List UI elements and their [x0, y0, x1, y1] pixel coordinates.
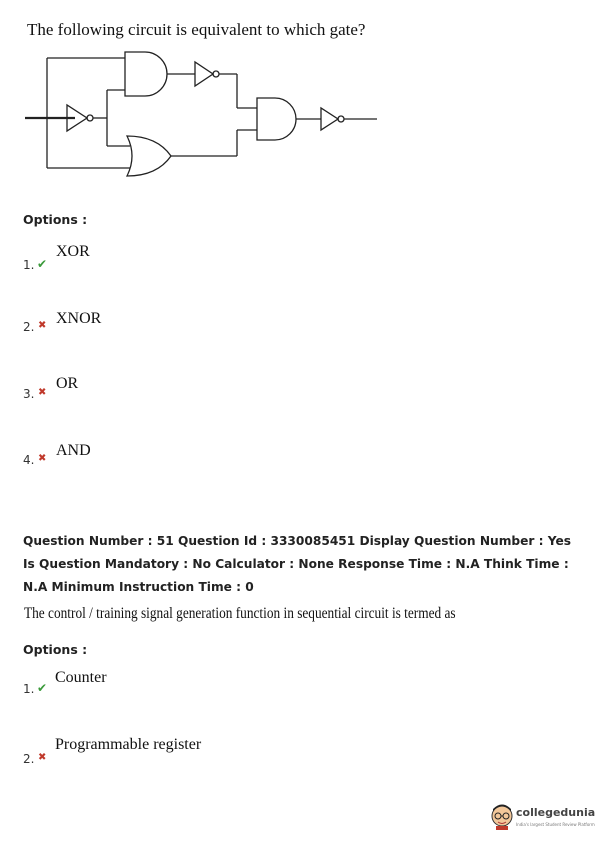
collegedunia-logo	[490, 800, 595, 834]
logo-name: collegedunia	[516, 806, 595, 819]
question-text: The control / training signal generation function in sequential circuit is termed as	[24, 605, 456, 622]
wrong-cross-icon: ✖	[38, 387, 47, 398]
options-label: Options :	[23, 642, 88, 657]
mascot-icon	[490, 802, 514, 830]
option-text[interactable]: XNOR	[56, 310, 102, 327]
option-number: 4.	[23, 453, 35, 467]
options-label: Options :	[23, 212, 88, 227]
wrong-cross-icon: ✖	[38, 752, 47, 763]
wrong-cross-icon: ✖	[38, 453, 47, 464]
option-number: 2.	[23, 320, 35, 334]
question-meta: Question Number : 51 Question Id : 3330085451 Display Question Number : Yes Is Question Mandatory : No Calculator : None Response Time : N.A Think Time : N.A Minimum Instruction Time : 0	[23, 534, 572, 594]
option-number: 1.	[23, 258, 35, 272]
option-number: 3.	[23, 387, 35, 401]
option-text[interactable]: AND	[56, 442, 91, 459]
option-number: 2.	[23, 752, 35, 766]
option-text[interactable]: Counter	[55, 669, 107, 686]
correct-check-icon: ✔	[37, 681, 48, 695]
logo-tagline: India's largest Student Review Platform	[516, 822, 595, 827]
option-text[interactable]: OR	[56, 375, 79, 392]
logic-circuit-diagram	[25, 48, 385, 188]
correct-check-icon: ✔	[37, 257, 48, 271]
option-text[interactable]: XOR	[56, 243, 90, 260]
option-text[interactable]: Programmable register	[55, 736, 202, 753]
option-number: 1.	[23, 682, 35, 696]
wrong-cross-icon: ✖	[38, 320, 47, 331]
question-text: The following circuit is equivalent to which gate?	[27, 20, 366, 39]
